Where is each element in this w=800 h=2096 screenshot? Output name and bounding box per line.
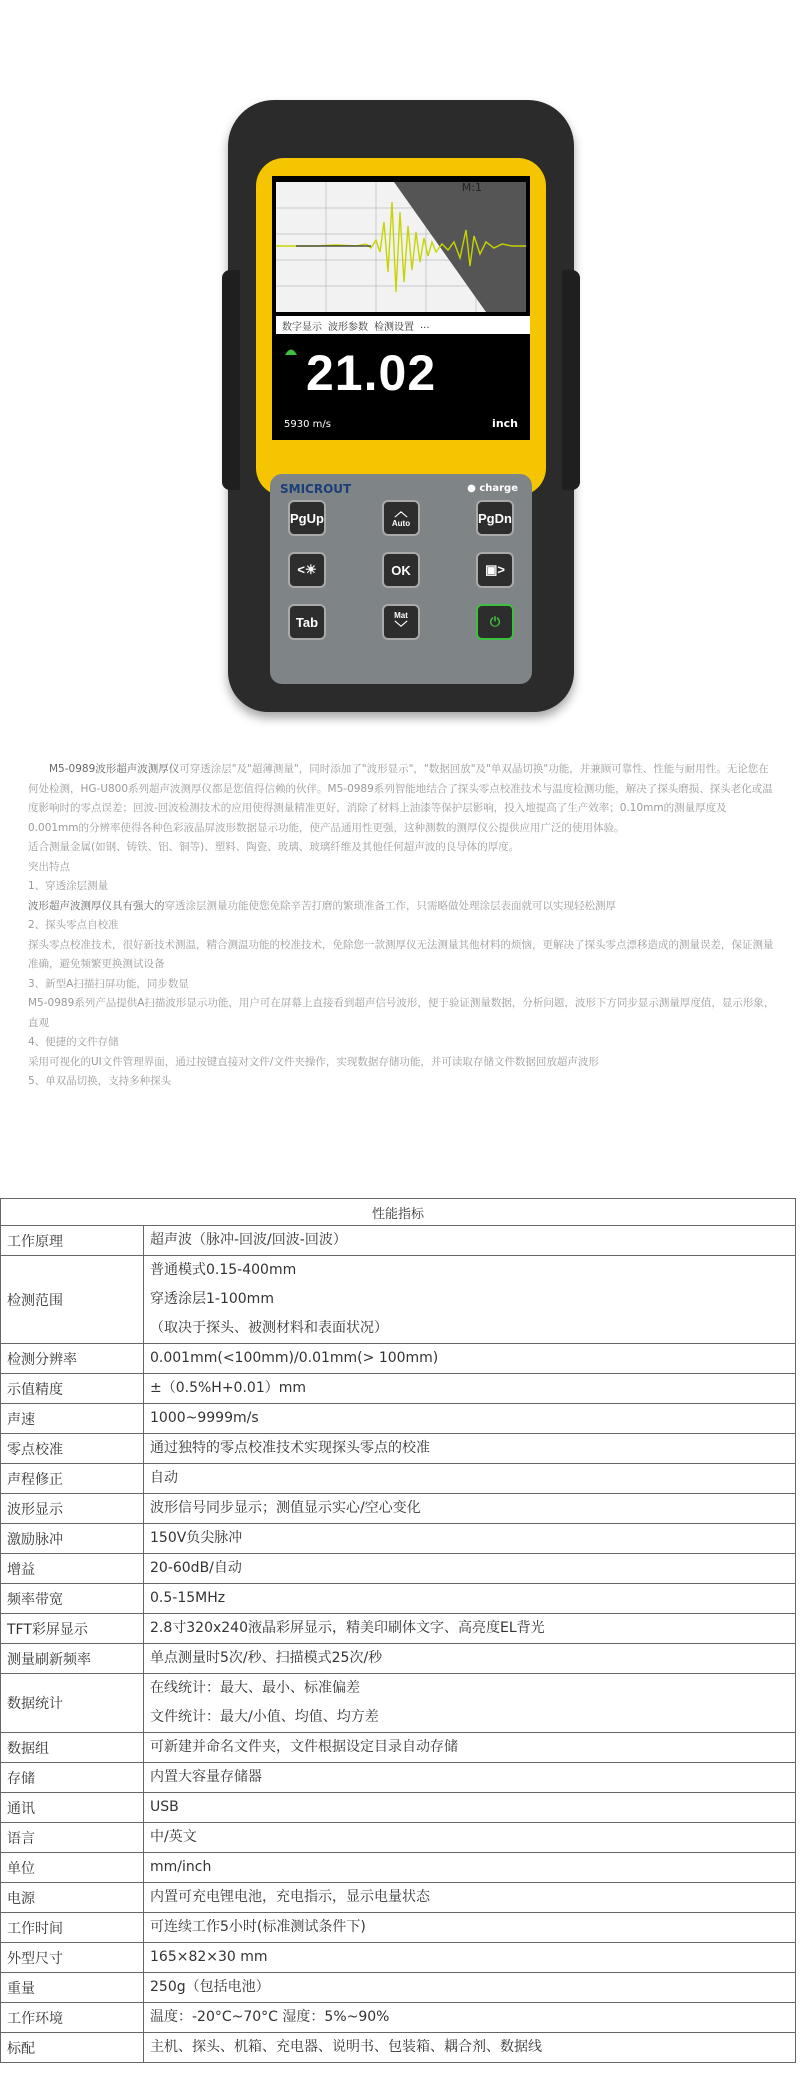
spec-row	[1, 1524, 796, 1554]
product-description	[28, 760, 776, 1092]
spec-value-line: 单点测量时5次/秒、扫描模式25次/秒	[150, 1650, 383, 1666]
spec-value	[144, 1883, 796, 1913]
spec-value-line: 0.001mm(<100mm)/0.01mm(> 100mm)	[150, 1350, 439, 1366]
spec-row	[1, 1973, 796, 2003]
spec-label: 单位	[1, 1853, 144, 1883]
spec-label: 存储	[1, 1763, 144, 1793]
spec-label: 声程修正	[1, 1464, 144, 1494]
spec-value	[144, 1494, 796, 1524]
spec-value-line: 通过独特的零点校准技术实现探头零点的校准	[150, 1440, 430, 1456]
spec-value-line: 内置可充电锂电池，充电指示，显示电量状态	[150, 1889, 430, 1905]
spec-value	[144, 1763, 796, 1793]
spec-row	[1, 1733, 796, 1763]
up-arrow-icon: ︿	[394, 504, 408, 519]
spec-label: 重量	[1, 1973, 144, 2003]
applicable-materials: 适合测量金属(如钢、铸铁、铝、铜等)、塑料、陶瓷、玻璃、玻璃纤维及其他任何超声波的良导体的厚度。	[28, 841, 520, 853]
device-screen	[272, 176, 530, 440]
down-arrow-icon: ﹀	[394, 620, 408, 635]
spec-row	[1, 1554, 796, 1584]
tab-key-label: Tab	[295, 614, 319, 630]
spec-value-line: 普通模式0.15-400mm	[150, 1262, 297, 1278]
spec-label: 语言	[1, 1823, 144, 1853]
highlight-4-text: 采用可视化的UI文件管理界面，通过按键直接对文件/文件夹操作，实现数据存储功能，并可读取存储文件数据回放超声波形	[28, 1055, 599, 1068]
spec-row	[1, 1883, 796, 1913]
charge-indicator: ● charge	[467, 483, 518, 494]
spec-row	[1, 2003, 796, 2033]
power-icon: ⏻	[489, 614, 501, 629]
pgdn-key-label: PgDn	[478, 510, 512, 526]
spec-value	[144, 1973, 796, 2003]
spec-row	[1, 1793, 796, 1823]
spec-value	[144, 2033, 796, 2063]
pgup-key-label: PgUp	[290, 510, 324, 526]
waveform-display	[276, 182, 526, 312]
spec-row	[1, 1464, 796, 1494]
spec-value	[144, 1374, 796, 1404]
highlight-3-title: 3、新型A扫描扫屏功能，同步数显	[28, 977, 189, 990]
highlight-2-text: 探头零点校准技术，很好新技术测温，精合测温功能的校准技术，免除您一款测厚仪无法测量其他材料的烦恼，更解决了探头零点漂移造成的测量误差，保证测量准确，避免频繁更换测试设备	[28, 938, 774, 970]
spec-value-line: 在线统计：最大、最小、标准偏差	[150, 1680, 360, 1696]
spec-value-line: （取决于探头、被测材料和表面状况）	[150, 1320, 388, 1336]
spec-label: 标配	[1, 2033, 144, 2063]
spec-value-line: 中/英文	[150, 1829, 197, 1845]
spec-table	[0, 1198, 796, 2063]
spec-label: 检测范围	[1, 1256, 144, 1344]
menu-item-wave-params[interactable]: 波形参数	[328, 321, 368, 333]
spec-value	[144, 1793, 796, 1823]
spec-value	[144, 1524, 796, 1554]
spec-label: 数据统计	[1, 1674, 144, 1733]
auto-key-label: Auto	[391, 519, 411, 528]
device-side-grip-left	[222, 270, 240, 490]
spec-row	[1, 1404, 796, 1434]
spec-value-line: 文件统计：最大/小值、均值、均方差	[150, 1709, 379, 1725]
spec-label: 激励脉冲	[1, 1524, 144, 1554]
spec-label: 频率带宽	[1, 1584, 144, 1614]
thickness-gauge-device	[228, 100, 574, 712]
spec-row	[1, 1256, 796, 1344]
spec-label: 通讯	[1, 1793, 144, 1823]
menu-item-digital-display[interactable]: 数字显示	[282, 321, 322, 333]
spec-value	[144, 1344, 796, 1374]
spec-value-line: 温度：-20°C~70°C 湿度：5%~90%	[150, 2009, 390, 2025]
sound-velocity: 5930 m/s	[284, 419, 331, 430]
spec-value-line: 主机、探头、机箱、充电器、说明书、包装箱、耦合剂、数据线	[150, 2039, 542, 2055]
highlight-5-title: 5、单双晶切换，支持多种探头	[28, 1075, 172, 1087]
spec-label: 零点校准	[1, 1434, 144, 1464]
screen-menu-bar	[276, 316, 530, 334]
spec-label: 工作时间	[1, 1913, 144, 1943]
spec-value	[144, 1554, 796, 1584]
spec-value	[144, 1943, 796, 1973]
spec-row	[1, 2033, 796, 2063]
auto-key[interactable]	[382, 500, 420, 536]
power-key[interactable]	[476, 604, 514, 640]
spec-label: 测量刷新频率	[1, 1644, 144, 1674]
spec-value-line: 自动	[150, 1470, 178, 1486]
screen-bezel	[256, 158, 546, 496]
spec-row	[1, 1374, 796, 1404]
ok-key[interactable]	[382, 552, 420, 588]
spec-label: 增益	[1, 1554, 144, 1584]
highlight-1-bold: 波形超声波测厚仪具有强大的	[28, 899, 165, 912]
highlight-2-title: 2、探头零点自校准	[28, 919, 119, 931]
wave-mode-indicator: M:1	[461, 181, 482, 194]
spec-value	[144, 1584, 796, 1614]
highlight-1-title: 1、穿透涂层测量	[28, 880, 109, 892]
spec-row	[1, 1494, 796, 1524]
highlight-1-text: 穿透涂层测量功能使您免除辛苦打磨的繁琐准备工作，只需略做处理涂层表面就可以实现轻松测厚	[164, 899, 616, 912]
spec-value	[144, 1434, 796, 1464]
highlight-3-text: M5-0989系列产品提供A扫描波形显示功能，用户可在屏幕上直接看到超声信号波形，便于验证测量数据，分析问题，波形下方同步显示测量厚度值，显示形象，直观	[28, 997, 775, 1029]
ok-key-label: OK	[391, 562, 411, 578]
spec-value-line: ±（0.5%H+0.01）mm	[150, 1380, 307, 1396]
brand-logo: SMICROUT	[280, 482, 352, 496]
menu-item-detect-settings[interactable]: 检测设置	[374, 321, 414, 333]
spec-label: 检测分辨率	[1, 1344, 144, 1374]
spec-row	[1, 1226, 796, 1256]
spec-value-line: 150V负尖脉冲	[150, 1530, 243, 1546]
menu-item-more[interactable]: ...	[420, 319, 430, 331]
spec-label: 电源	[1, 1883, 144, 1913]
spec-value	[144, 2003, 796, 2033]
device-side-grip-right	[562, 270, 580, 490]
highlights-title: 突出特点	[28, 860, 70, 873]
spec-value-line: 20-60dB/自动	[150, 1560, 242, 1576]
thickness-value: 21.02	[306, 345, 437, 401]
spec-value-line: 可连续工作5小时(标准测试条件下)	[150, 1919, 366, 1935]
highlight-4-title: 4、便捷的文件存储	[28, 1036, 119, 1048]
mat-key[interactable]	[382, 604, 420, 640]
coupling-signal-icon	[284, 346, 298, 356]
spec-value	[144, 1614, 796, 1644]
spec-row	[1, 1644, 796, 1674]
spec-label: 示值精度	[1, 1374, 144, 1404]
unit-label: inch	[492, 417, 518, 430]
save-icon: ▣>	[485, 562, 505, 577]
spec-value	[144, 1404, 796, 1434]
spec-table-body	[1, 1226, 796, 2063]
spec-value	[144, 1464, 796, 1494]
backlight-icon: <☀	[297, 562, 317, 577]
spec-label: 外型尺寸	[1, 1943, 144, 1973]
spec-value	[144, 1644, 796, 1674]
tab-key[interactable]	[288, 604, 326, 640]
spec-value	[144, 1226, 796, 1256]
spec-row	[1, 1853, 796, 1883]
spec-row	[1, 1434, 796, 1464]
spec-value	[144, 1853, 796, 1883]
keypad-panel	[270, 474, 532, 684]
spec-value-line: 内置大容量存储器	[150, 1769, 262, 1785]
spec-label: 声速	[1, 1404, 144, 1434]
pgdn-key[interactable]	[476, 500, 514, 536]
spec-row	[1, 1823, 796, 1853]
spec-value-line: 2.8寸320x240液晶彩屏显示，精美印刷体文字、高亮度EL背光	[150, 1620, 545, 1636]
spec-label: 波形显示	[1, 1494, 144, 1524]
spec-row	[1, 1913, 796, 1943]
intro-product-name: M5-0989波形超声波测厚仪	[49, 763, 180, 775]
spec-value-line: 超声波（脉冲-回波/回波-回波）	[150, 1232, 347, 1248]
spec-value-line: 1000~9999m/s	[150, 1410, 259, 1426]
spec-label: 工作环境	[1, 2003, 144, 2033]
pgup-key[interactable]	[288, 500, 326, 536]
waveform-graph	[276, 182, 526, 312]
spec-value	[144, 1733, 796, 1763]
thickness-readout	[276, 338, 526, 436]
spec-row	[1, 1614, 796, 1644]
spec-value-line: 250g（包括电池）	[150, 1979, 270, 1995]
spec-value	[144, 1823, 796, 1853]
spec-row	[1, 1943, 796, 1973]
spec-row	[1, 1674, 796, 1733]
spec-value-line: USB	[150, 1799, 179, 1815]
spec-row	[1, 1584, 796, 1614]
spec-value-line: 穿透涂层1-100mm	[150, 1291, 274, 1307]
intro-text: 可穿透涂层"及"超薄测量"，同时添加了"波形显示"，"数据回放"及"单双晶切换"功能，并兼顾可靠性、性能与耐用性。无论您在何处检测，HG-U800系列超声波测厚仪都是您值得信赖的伙伴。M5-0989系列智能地结合了探头零点校准技术与温度检测功能，解决了探头磨损、探头老化或温度影响时的零点误差；回波-回波检测技术的应用使得测量精准更好，消除了材料上油漆等保护层影响，投入地提高了生产效率；0.10mm的测量厚度及0.001mm的分辨率使得各种色彩液晶屏波形数据显示功能，使产品通用性更强，这种测数的测厚仪公提供应用广泛的使用体验。	[28, 763, 773, 834]
spec-row	[1, 1763, 796, 1793]
spec-value-line: 165×82×30 mm	[150, 1949, 268, 1965]
save-right-key[interactable]	[476, 552, 514, 588]
spec-value-line: 0.5-15MHz	[150, 1590, 226, 1606]
spec-label: TFT彩屏显示	[1, 1614, 144, 1644]
spec-value-line: 可新建并命名文件夹，文件根据设定目录自动存储	[150, 1739, 458, 1755]
mat-key-label: Mat	[394, 611, 408, 620]
spec-value	[144, 1256, 796, 1344]
left-backlight-key[interactable]	[288, 552, 326, 588]
spec-row	[1, 1344, 796, 1374]
spec-value-line: 波形信号同步显示；测值显示实心/空心变化	[150, 1500, 421, 1516]
spec-label: 工作原理	[1, 1226, 144, 1256]
spec-value	[144, 1913, 796, 1943]
spec-table-title: 性能指标	[1, 1199, 796, 1226]
spec-value-line: mm/inch	[150, 1859, 212, 1875]
spec-value	[144, 1674, 796, 1733]
spec-label: 数据组	[1, 1733, 144, 1763]
